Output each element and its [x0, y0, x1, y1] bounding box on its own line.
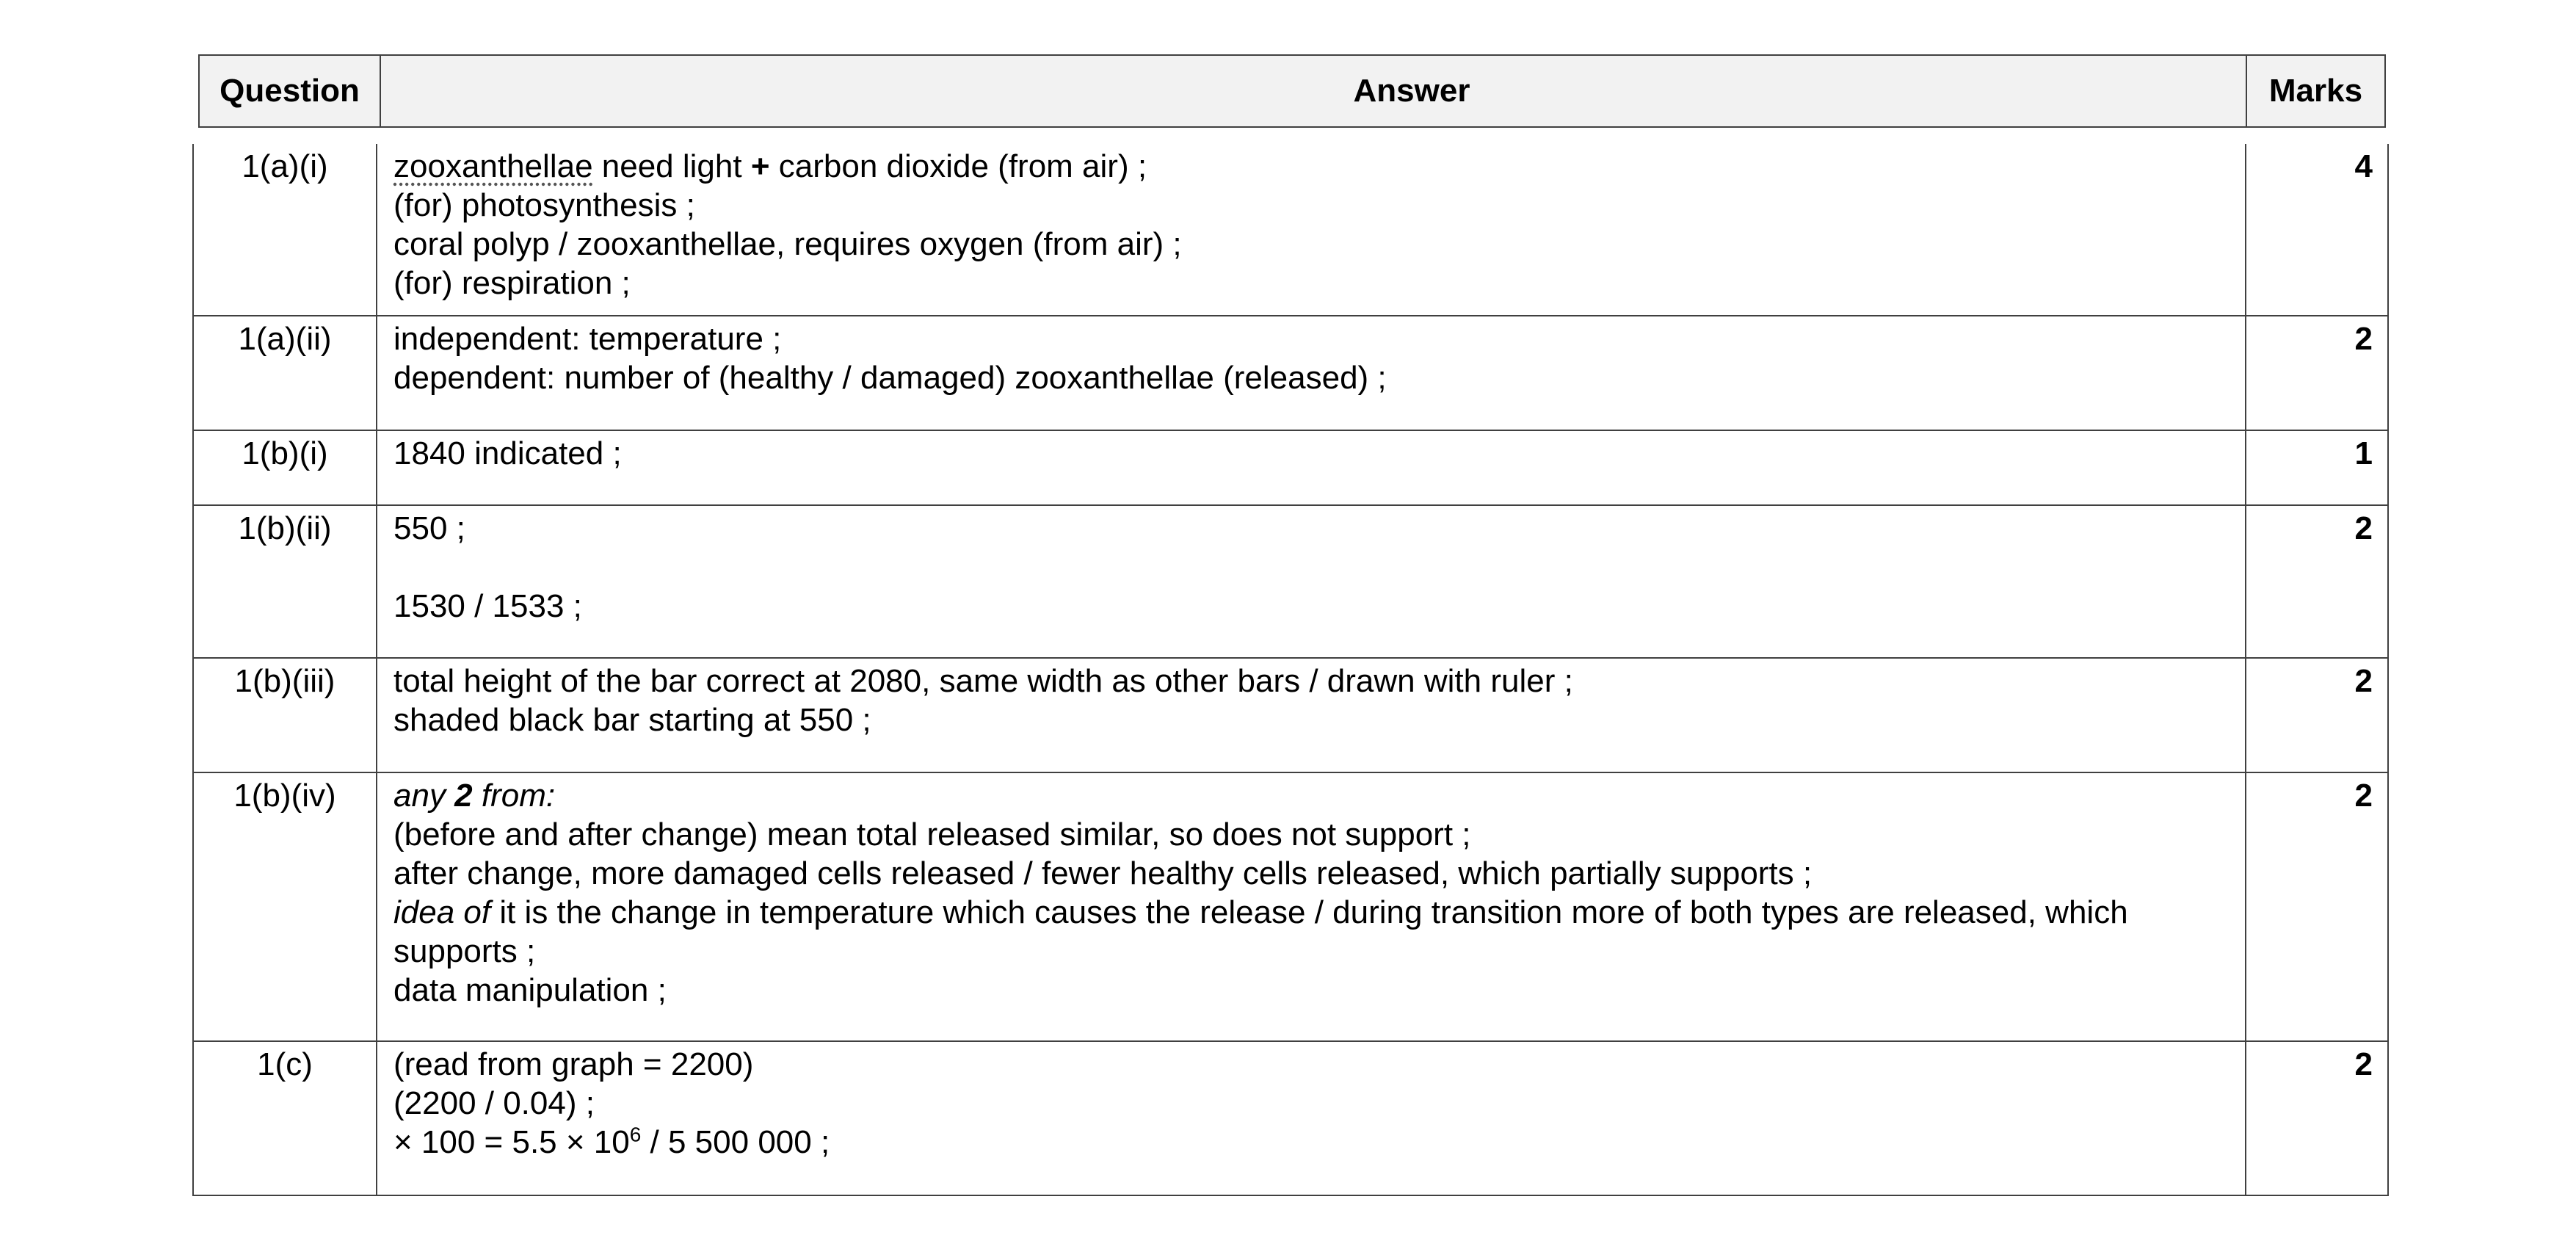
answer-line	[393, 776, 2216, 815]
plus-sign: +	[750, 148, 770, 184]
answer-cell	[377, 658, 2246, 772]
answer-line: total height of the bar correct at 2080, same width as other bars / drawn with ruler ;	[393, 663, 1573, 699]
answer-cell	[377, 1041, 2246, 1195]
answer-text: / 5 500 000 ;	[641, 1124, 830, 1160]
answer-text: from:	[472, 778, 556, 814]
answer-cell	[377, 772, 2246, 1041]
answer-line: (for) photosynthesis ;	[393, 187, 695, 223]
answer-line: dependent: number of (healthy / damaged) zooxanthellae (released) ;	[393, 360, 1387, 396]
table-row	[193, 1041, 2388, 1195]
question-cell: 1(b)(iii)	[193, 658, 377, 772]
marks-cell: 2	[2246, 316, 2388, 430]
answer-text: need light	[592, 148, 751, 184]
blank-line	[393, 548, 2216, 587]
table-row	[193, 658, 2388, 772]
header-question: Question	[219, 73, 360, 109]
marks-cell: 2	[2246, 658, 2388, 772]
answer-text: any	[393, 778, 455, 814]
answer-line: (before and after change) mean total released similar, so does not support ;	[393, 817, 1471, 852]
question-cell: 1(b)(ii)	[193, 505, 377, 658]
marks-cell: 1	[2246, 430, 2388, 505]
mark-scheme-table	[192, 144, 2389, 1196]
table-row	[193, 430, 2388, 505]
table-row	[193, 316, 2388, 430]
answer-text: it is the change in temperature which causes the release / during transition more of both types are released, which supports ;	[393, 894, 2137, 969]
question-cell: 1(b)(i)	[193, 430, 377, 505]
question-cell: 1(a)(ii)	[193, 316, 377, 430]
answer-cell	[377, 144, 2246, 316]
marks-cell: 2	[2246, 772, 2388, 1041]
answer-line: data manipulation ;	[393, 972, 667, 1008]
marks-cell: 4	[2246, 144, 2388, 316]
superscript: 6	[629, 1123, 642, 1146]
answer-line	[393, 1123, 2216, 1162]
marks-cell: 2	[2246, 1041, 2388, 1195]
answer-line	[393, 893, 2216, 971]
table-row	[193, 505, 2388, 658]
answer-line: after change, more damaged cells released / fewer healthy cells released, which partially supports ;	[393, 855, 1813, 891]
answer-line: 1840 indicated ;	[393, 435, 622, 471]
header-answer: Answer	[1353, 73, 1470, 109]
answer-line: (2200 / 0.04) ;	[393, 1085, 595, 1121]
table-row	[193, 772, 2388, 1041]
answer-text: carbon dioxide (from air) ;	[769, 148, 1147, 184]
question-cell: 1(c)	[193, 1041, 377, 1195]
answer-cell	[377, 505, 2246, 658]
answer-text: 2	[454, 778, 473, 814]
question-cell: 1(a)(i)	[193, 144, 377, 316]
table-row	[193, 144, 2388, 316]
answer-line: independent: temperature ;	[393, 321, 782, 357]
answer-line: (for) respiration ;	[393, 265, 631, 301]
answer-text: idea of	[393, 894, 491, 930]
answer-cell	[377, 430, 2246, 505]
answer-line: (read from graph = 2200)	[393, 1046, 754, 1082]
answer-line	[393, 147, 2216, 186]
answer-cell	[377, 316, 2246, 430]
answer-line: shaded black bar starting at 550 ;	[393, 702, 871, 738]
answer-line: 550 ;	[393, 510, 465, 546]
header-marks: Marks	[2268, 73, 2363, 109]
key-term: zooxanthellae	[393, 148, 593, 184]
table-header	[198, 54, 2386, 128]
answer-line: coral polyp / zooxanthellae, requires oxygen (from air) ;	[393, 226, 1182, 262]
question-cell: 1(b)(iv)	[193, 772, 377, 1041]
answer-line: 1530 / 1533 ;	[393, 588, 582, 624]
marks-cell: 2	[2246, 505, 2388, 658]
answer-text: × 100 = 5.5 × 10	[393, 1124, 630, 1160]
